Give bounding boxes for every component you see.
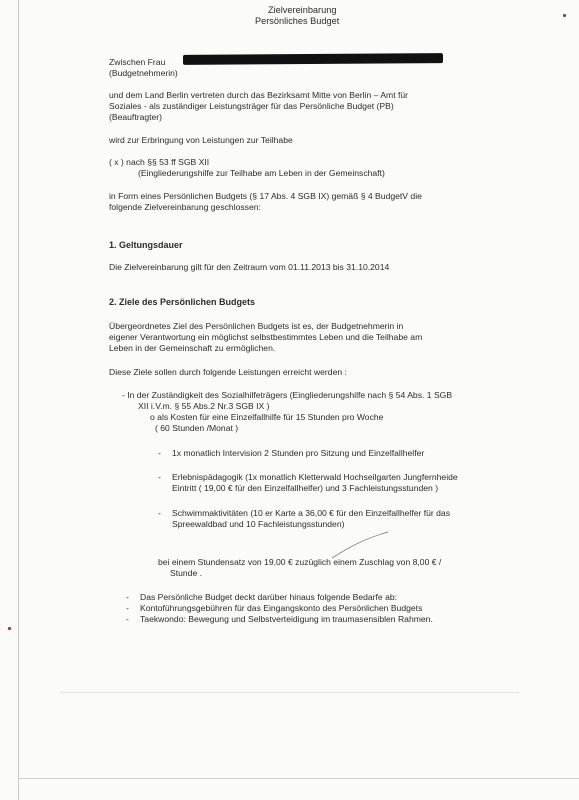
section-2-heading: 2. Ziele des Persönlichen Budgets — [109, 297, 256, 307]
form-line-1: in Form eines Persönlichen Budgets (§ 17 Abs. 4 SGB IX) gemäß § 4 BudgetV die — [109, 191, 422, 201]
section-2-para1-line2: eigener Verantwortung ein möglichst selbstbestimmtes Leben und die Teilhabe am — [109, 332, 423, 342]
land-line-1: und dem Land Berlin vertreten durch das Bezirksamt Mitte von Berlin – Amt für — [109, 90, 409, 100]
list-dash: - — [158, 508, 161, 518]
form-line-2: folgende Zielvereinbarung geschlossen: — [109, 202, 261, 212]
item-schwimmen-line2: Spreewaldbad und 10 Fachleistungsstunden) — [172, 519, 345, 529]
extra-account-fees: Kontoführungsgebühren für das Eingangskonto des Persönlichen Budgets — [140, 603, 423, 613]
item-schwimmen-line1: Schwimmaktivitäten (10 er Karte a 36,00 € für den Einzelfallhelfer für das — [172, 508, 451, 518]
scan-mark — [8, 627, 11, 630]
purpose-line: wird zur Erbringung von Leistungen zur Teilhabe — [109, 135, 293, 145]
responsibility-line-2: XII i.V.m. § 55 Abs.2 Nr.3 SGB IX ) — [138, 401, 270, 411]
list-dash: - — [158, 472, 161, 482]
section-2-para1-line3: Leben in der Gemeinschaft zu ermöglichen. — [109, 343, 276, 353]
list-dash: - — [126, 592, 129, 602]
extra-taekwondo: Taekwondo: Bewegung und Selbstverteidigung im traumasensiblen Rahmen. — [140, 614, 433, 624]
legal-reference: ( x ) nach §§ 53 ff SGB XII — [109, 157, 210, 167]
item-intervision: 1x monatlich Intervision 2 Stunden pro Sitzung und Einzelfallhelfer — [172, 448, 425, 458]
rate-line-2: Stunde . — [170, 568, 203, 578]
section-1-heading: 1. Geltungsdauer — [109, 240, 183, 250]
pen-stroke-mark — [330, 530, 390, 560]
item-erlebnispaedagogik-line2: Eintritt ( 19,00 € für den Einzelfallhelfer) und 3 Fachleistungsstunden ) — [172, 483, 439, 493]
cost-line-1: o als Kosten für eine Einzelfallhilfe für 15 Stunden pro Woche — [150, 412, 384, 422]
responsibility-line-1: - In der Zuständigkeit des Sozialhilfeträgers (Eingliederungshilfe nach § 54 Abs. 1 SGB — [122, 390, 453, 400]
rate-line-1: bei einem Stundensatz von 19,00 € zuzüglich einem Zuschlag von 8,00 € / — [158, 557, 442, 567]
section-1-text: Die Zielvereinbarung gilt für den Zeitraum vom 01.11.2013 bis 31.10.2014 — [109, 262, 390, 272]
role-beauftragter: (Beauftragter) — [109, 112, 163, 122]
scan-edge-bottom — [18, 778, 579, 779]
document-subtitle: Persönliches Budget — [255, 16, 340, 26]
extra-needs-intro: Das Persönliche Budget deckt darüber hinaus folgende Bedarfe ab: — [140, 592, 398, 602]
list-dash: - — [126, 614, 129, 624]
list-dash: - — [126, 603, 129, 613]
list-dash: - — [158, 448, 161, 458]
legal-reference-detail: (Eingliederungshilfe zur Teilhabe am Leben in der Gemeinschaft) — [138, 168, 385, 178]
section-2-para1-line1: Übergeordnetes Ziel des Persönlichen Budgets ist es, der Budgetnehmerin in — [109, 321, 404, 331]
section-2-para2: Diese Ziele sollen durch folgende Leistungen erreicht werden : — [109, 367, 347, 377]
role-budgetnehmerin: (Budgetnehmerin) — [109, 68, 178, 78]
scan-fold-line — [60, 692, 519, 693]
item-erlebnispaedagogik-line1: Erlebnispädagogik (1x monatlich Kletterwald Hochseilgarten Jungfernheide — [172, 472, 458, 482]
cost-line-2: ( 60 Stunden /Monat ) — [155, 423, 239, 433]
land-line-2: Soziales - als zuständiger Leistungsträger für das Persönliche Budget (PB) — [109, 101, 394, 111]
scan-edge-left — [18, 0, 19, 800]
between-label: Zwischen Frau — [109, 57, 166, 67]
scan-mark — [563, 14, 566, 17]
redaction-bar — [183, 53, 443, 65]
document-title: Zielvereinbarung — [268, 5, 337, 15]
